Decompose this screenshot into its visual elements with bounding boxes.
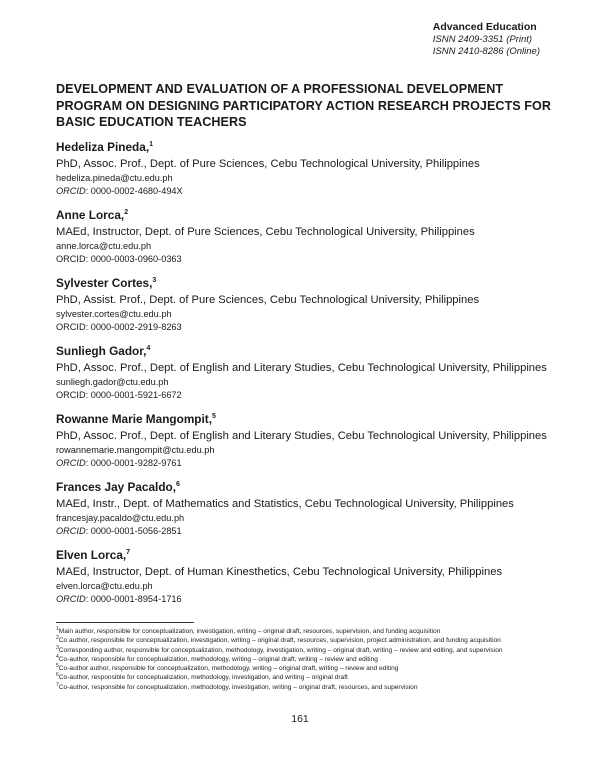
orcid-label: ORCID: [56, 526, 86, 536]
orcid-id[interactable]: : 0000-0003-0960-0363: [85, 254, 182, 264]
footnote-text: Main author, responsible for conceptualization, investigation, writing – original draft, resources, supervision, and funding acquisition: [58, 628, 441, 635]
author-footnote-marker: 2: [124, 209, 129, 217]
orcid-label: ORCID: [56, 186, 86, 196]
footnote-text: Co-author, responsible for conceptualization, methodology, investigation, and writing – original draft: [58, 674, 348, 682]
footnote: [56, 673, 556, 682]
author-orcid: [56, 593, 556, 606]
author-name: [56, 480, 556, 495]
issn-print: ISNN 2409-3351 (Print): [432, 33, 533, 45]
footnote-number: 3: [56, 644, 59, 651]
author-footnote-marker: 4: [146, 345, 151, 353]
author-name: [56, 344, 556, 359]
orcid-id[interactable]: : 0000-0001-8954-1716: [85, 594, 182, 604]
orcid-label: ORCID: [56, 458, 86, 468]
author-email[interactable]: sunliegh.gador@ctu.edu.ph: [56, 377, 169, 387]
author-affiliation: PhD, Assoc. Prof., Dept. of Pure Sciences, Cebu Technological University, Philippines: [56, 158, 480, 170]
author-orcid: [56, 525, 556, 538]
footnote: [56, 636, 556, 645]
author-footnote-marker: 6: [176, 481, 180, 489]
author-affiliation: PhD, Assoc. Prof., Dept. of English and Literary Studies, Cebu Technological University, Philippines: [56, 362, 547, 374]
author-block: [56, 548, 556, 606]
orcid-label: ORCID: [56, 390, 86, 400]
footnote-text: Co-author, responsible for conceptualization, methodology, investigation, writing – original draft, resources, and supervision: [58, 683, 418, 691]
author-orcid: [56, 185, 556, 198]
footnote: [56, 655, 556, 664]
author-email[interactable]: anne.lorca@ctu.edu.ph: [56, 241, 152, 251]
author-name-text: Anne Lorca,: [56, 208, 125, 222]
author-block: [56, 208, 556, 266]
orcid-label: ORCID: [56, 594, 86, 604]
orcid-id[interactable]: : 0000-0002-2919-8263: [85, 322, 182, 332]
author-orcid: [56, 457, 556, 470]
author-orcid: [56, 253, 556, 266]
author-block: [56, 276, 556, 334]
footnote-number: 7: [56, 681, 59, 688]
author-email[interactable]: hedeliza.pineda@ctu.edu.ph: [56, 173, 173, 183]
footnote: [56, 683, 556, 692]
orcid-id[interactable]: : 0000-0001-5056-2851: [85, 526, 182, 536]
author-footnote-marker: 1: [149, 141, 154, 149]
orcid-id[interactable]: : 0000-0001-9282-9761: [85, 458, 182, 468]
orcid-id[interactable]: : 0000-0001-5921-6672: [85, 390, 182, 400]
author-affiliation: MAEd, Instr., Dept. of Mathematics and Statistics, Cebu Technological University, Philippines: [56, 498, 514, 510]
footnote-text: Co author, responsible for conceptualization, investigation, writing – original draft, resources, supervision, project administration, and funding acquisition: [58, 637, 501, 645]
footnote-number: 5: [56, 663, 59, 669]
author-affiliation: MAEd, Instructor, Dept. of Pure Sciences, Cebu Technological University, Philippines: [56, 226, 475, 238]
author-orcid: [56, 389, 556, 402]
footnote-text: Corresponding author, responsible for conceptualization, methodology, investigation, writing – original draft, writing – review and editing, and supervision: [58, 646, 503, 654]
author-block: [56, 140, 556, 198]
author-name-text: Elven Lorca,: [56, 548, 127, 562]
author-footnote-marker: 5: [212, 413, 216, 421]
footnote-text: Co-author, responsible for conceptualization, methodology, writing – original draft, writing – review and editing: [58, 655, 378, 663]
orcid-label: ORCID: [56, 254, 86, 264]
author-email[interactable]: elven.lorca@ctu.edu.ph: [56, 581, 153, 591]
page-number: 161: [291, 713, 309, 725]
author-email[interactable]: rowannemarie.mangompit@ctu.edu.ph: [56, 445, 215, 455]
footnote-number: 2: [56, 635, 59, 642]
author-name: [56, 140, 556, 155]
author-name: [56, 276, 556, 291]
author-orcid: [56, 321, 556, 334]
footnote: [56, 664, 556, 673]
author-name-text: Sylvester Cortes,: [56, 276, 153, 290]
issn-online: ISNN 2410-8286 (Online): [432, 46, 540, 57]
orcid-label: ORCID: [56, 322, 86, 332]
author-affiliation: PhD, Assoc. Prof., Dept. of English and Literary Studies, Cebu Technological University, Philippines: [56, 430, 547, 442]
footnotes: [56, 627, 556, 692]
footnote: [56, 646, 556, 655]
author-footnote-marker: 3: [152, 277, 157, 285]
footnote: [56, 627, 556, 636]
author-name-text: Hedeliza Pineda,: [56, 140, 150, 154]
author-email[interactable]: sylvester.cortes@ctu.edu.ph: [56, 309, 172, 319]
author-footnote-marker: 7: [126, 549, 131, 557]
footnote-number: 1: [56, 625, 59, 632]
orcid-id[interactable]: : 0000-0002-4680-494X: [85, 186, 183, 196]
paper-title: DEVELOPMENT AND EVALUATION OF A PROFESSIONAL DEVELOPMENT PROGRAM ON DESIGNING PARTICIPATORY ACTION RESEARCH PROJECTS FOR BASIC EDUCATION TEACHERS: [56, 82, 552, 129]
author-name-text: Sunliegh Gador,: [56, 344, 147, 358]
footnote-number: 6: [56, 672, 59, 679]
footnote-number: 4: [56, 653, 59, 660]
footnote-text: Co-author author, responsible for conceptualization, methodology, writing – original draft, writing – review and editing: [58, 665, 399, 673]
author-email[interactable]: francesjay.pacaldo@ctu.edu.ph: [56, 513, 185, 523]
footnote-divider: [56, 622, 194, 623]
author-name-text: Rowanne Marie Mangompit,: [56, 412, 212, 426]
author-name: [56, 412, 556, 427]
author-block: [56, 480, 556, 538]
author-name-text: Frances Jay Pacaldo,: [56, 480, 177, 494]
author-block: [56, 412, 556, 470]
author-block: [56, 344, 556, 402]
author-name: [56, 208, 556, 223]
journal-title: Advanced Education: [432, 21, 537, 33]
author-affiliation: MAEd, Instructor, Dept. of Human Kinesthetics, Cebu Technological University, Philippines: [56, 566, 503, 578]
author-list: [56, 140, 556, 616]
journal-header: [433, 21, 540, 59]
author-affiliation: PhD, Assist. Prof., Dept. of Pure Sciences, Cebu Technological University, Philippines: [56, 294, 480, 306]
author-name: [56, 548, 556, 563]
